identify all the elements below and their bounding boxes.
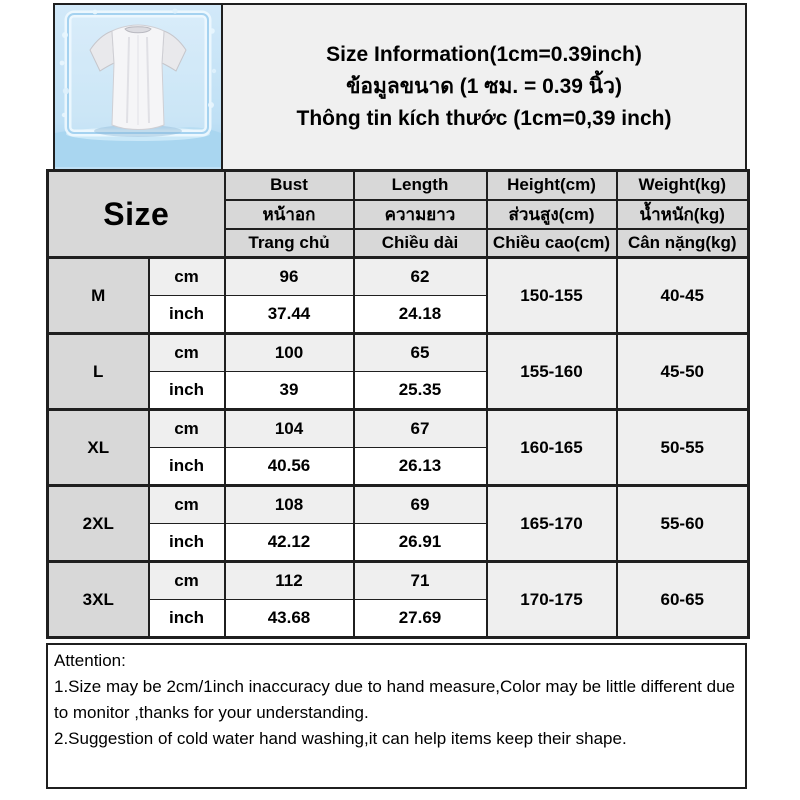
size-header-label: Size bbox=[48, 171, 225, 258]
header-weight-th: น้ำหนัก(kg) bbox=[617, 200, 749, 229]
bust-inch-value: 39 bbox=[225, 372, 354, 410]
bust-cm-value: 96 bbox=[225, 258, 354, 296]
weight-value: 50-55 bbox=[617, 410, 749, 486]
header-height-en: Height(cm) bbox=[487, 171, 617, 200]
length-cm-value: 62 bbox=[354, 258, 487, 296]
header-length-vi: Chiều dài bbox=[354, 229, 487, 258]
unit-inch-cell: inch bbox=[149, 296, 225, 334]
unit-inch-cell: inch bbox=[149, 600, 225, 638]
length-cm-value: 71 bbox=[354, 562, 487, 600]
unit-cm-cell: cm bbox=[149, 334, 225, 372]
attention-item-2: 2.Suggestion of cold water hand washing,it can help items keep their shape. bbox=[54, 729, 627, 748]
tshirt-on-ice-graphic bbox=[55, 5, 221, 167]
length-cm-value: 69 bbox=[354, 486, 487, 524]
length-inch-value: 26.91 bbox=[354, 524, 487, 562]
header-section bbox=[53, 3, 747, 169]
bust-inch-value: 37.44 bbox=[225, 296, 354, 334]
product-image bbox=[55, 5, 223, 169]
table-row bbox=[48, 258, 749, 296]
size-table bbox=[46, 169, 750, 639]
bust-cm-value: 104 bbox=[225, 410, 354, 448]
weight-value: 55-60 bbox=[617, 486, 749, 562]
unit-inch-cell: inch bbox=[149, 448, 225, 486]
bust-inch-value: 43.68 bbox=[225, 600, 354, 638]
length-cm-value: 65 bbox=[354, 334, 487, 372]
size-info-title-block bbox=[223, 5, 745, 169]
height-value: 150-155 bbox=[487, 258, 617, 334]
length-inch-value: 25.35 bbox=[354, 372, 487, 410]
bust-cm-value: 112 bbox=[225, 562, 354, 600]
length-inch-value: 26.13 bbox=[354, 448, 487, 486]
unit-inch-cell: inch bbox=[149, 524, 225, 562]
header-weight-en: Weight(kg) bbox=[617, 171, 749, 200]
height-value: 170-175 bbox=[487, 562, 617, 638]
length-inch-value: 27.69 bbox=[354, 600, 487, 638]
unit-cm-cell: cm bbox=[149, 258, 225, 296]
header-length-en: Length bbox=[354, 171, 487, 200]
size-info-title-en: Size Information(1cm=0.39inch) bbox=[326, 43, 642, 66]
height-value: 155-160 bbox=[487, 334, 617, 410]
size-label-m: M bbox=[48, 258, 149, 334]
table-row bbox=[48, 334, 749, 372]
header-weight-vi: Cân nặng(kg) bbox=[617, 229, 749, 258]
weight-value: 45-50 bbox=[617, 334, 749, 410]
header-bust-vi: Trang chủ bbox=[225, 229, 354, 258]
table-row bbox=[48, 410, 749, 448]
unit-cm-cell: cm bbox=[149, 486, 225, 524]
length-cm-value: 67 bbox=[354, 410, 487, 448]
header-bust-en: Bust bbox=[225, 171, 354, 200]
bust-inch-value: 42.12 bbox=[225, 524, 354, 562]
header-length-th: ความยาว bbox=[354, 200, 487, 229]
height-value: 165-170 bbox=[487, 486, 617, 562]
bust-cm-value: 100 bbox=[225, 334, 354, 372]
table-row bbox=[48, 486, 749, 524]
attention-notes bbox=[46, 643, 747, 789]
size-label-l: L bbox=[48, 334, 149, 410]
weight-value: 40-45 bbox=[617, 258, 749, 334]
table-row bbox=[48, 562, 749, 600]
weight-value: 60-65 bbox=[617, 562, 749, 638]
unit-cm-cell: cm bbox=[149, 410, 225, 448]
size-label-3xl: 3XL bbox=[48, 562, 149, 638]
size-info-title-vi: Thông tin kích thước (1cm=0,39 inch) bbox=[296, 107, 672, 130]
height-value: 160-165 bbox=[487, 410, 617, 486]
header-height-th: ส่วนสูง(cm) bbox=[487, 200, 617, 229]
attention-title: Attention: bbox=[54, 651, 126, 670]
header-bust-th: หน้าอก bbox=[225, 200, 354, 229]
size-label-2xl: 2XL bbox=[48, 486, 149, 562]
header-height-vi: Chiều cao(cm) bbox=[487, 229, 617, 258]
attention-item-1: 1.Size may be 2cm/1inch inaccuracy due to hand measure,Color may be little different due to monitor ,thanks for your understanding. bbox=[54, 677, 735, 722]
bust-cm-value: 108 bbox=[225, 486, 354, 524]
unit-inch-cell: inch bbox=[149, 372, 225, 410]
size-info-title-th: ข้อมูลขนาด (1 ซม. = 0.39 นิ้ว) bbox=[346, 75, 622, 98]
size-label-xl: XL bbox=[48, 410, 149, 486]
bust-inch-value: 40.56 bbox=[225, 448, 354, 486]
length-inch-value: 24.18 bbox=[354, 296, 487, 334]
unit-cm-cell: cm bbox=[149, 562, 225, 600]
